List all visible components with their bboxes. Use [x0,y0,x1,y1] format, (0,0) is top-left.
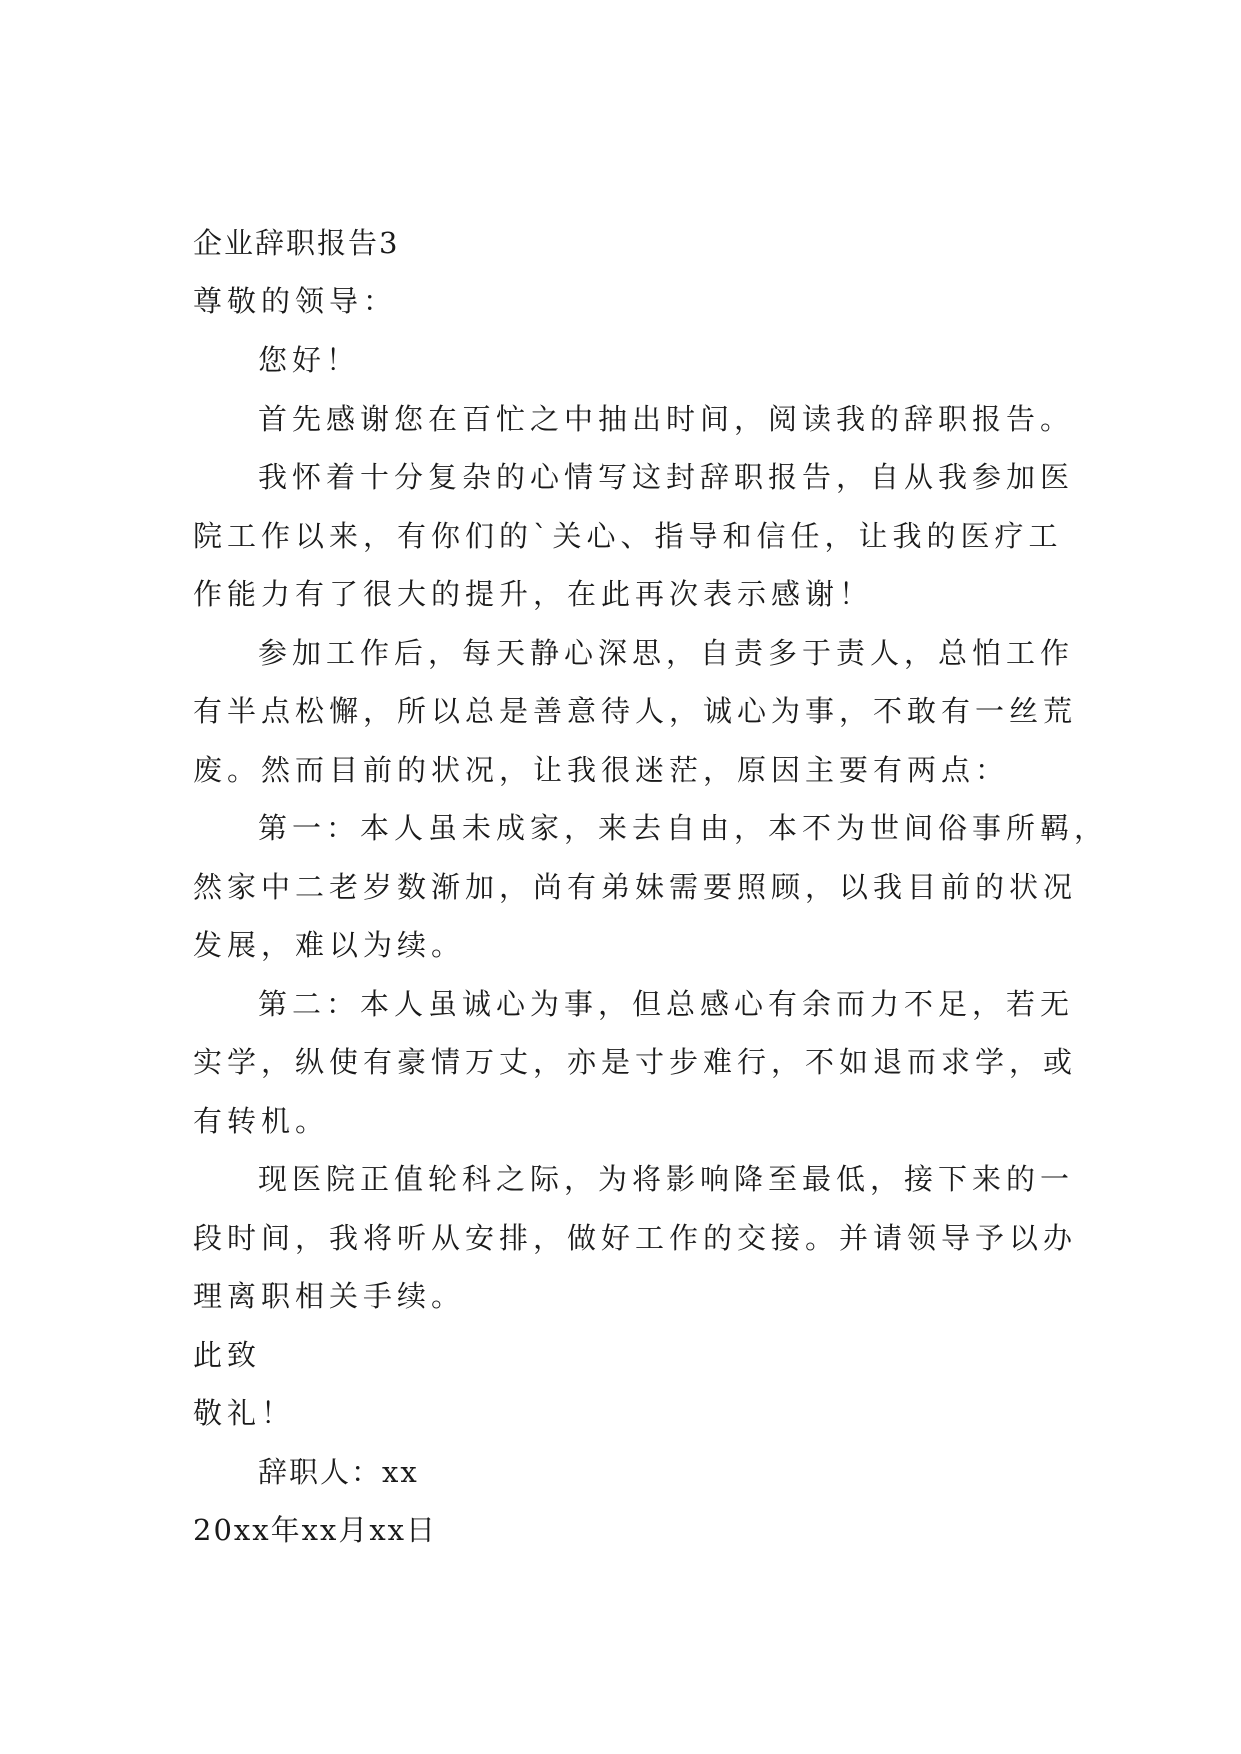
document-title: 企业辞职报告3 [193,226,400,260]
body-line: 有半点松懈，所以总是善意待人，诚心为事，不敢有一丝荒 [193,694,1078,728]
body-line: 院工作以来，有你们的`关心、指导和信任，让我的医疗工 [193,519,1063,553]
body-line: 首先感谢您在百忙之中抽出时间，阅读我的辞职报告。 [258,402,1075,436]
body-line: 段时间，我将听从安排，做好工作的交接。并请领导予以办 [193,1221,1078,1255]
body-line: 有转机。 [193,1104,330,1138]
closing-line: 敬礼！ [193,1396,296,1430]
body-line: 实学，纵使有豪情万丈，亦是寸步难行，不如退而求学，或 [193,1045,1078,1079]
body-line: 第一：本人虽未成家，来去自由，本不为世间俗事所羁， [258,811,1109,845]
body-line: 然家中二老岁数渐加，尚有弟妹需要照顾，以我目前的状况 [193,870,1078,904]
greeting: 您好！ [258,343,361,377]
closing-line: 此致 [193,1338,262,1372]
salutation: 尊敬的领导： [193,284,398,318]
body-line: 现医院正值轮科之际，为将影响降至最低，接下来的一 [258,1162,1075,1196]
body-line: 发展，难以为续。 [193,928,466,962]
body-line: 参加工作后，每天静心深思，自责多于责人，总怕工作 [258,636,1075,670]
body-line: 废。然而目前的状况，让我很迷茫，原因主要有两点： [193,753,1010,787]
date: 20xx年xx月xx日 [193,1513,438,1547]
body-line: 我怀着十分复杂的心情写这封辞职报告，自从我参加医 [258,460,1075,494]
body-line: 作能力有了很大的提升，在此再次表示感谢！ [193,577,874,611]
signer: 辞职人：xx [258,1455,419,1489]
body-line: 第二：本人虽诚心为事，但总感心有余而力不足，若无 [258,987,1075,1021]
body-line: 理离职相关手续。 [193,1279,466,1313]
